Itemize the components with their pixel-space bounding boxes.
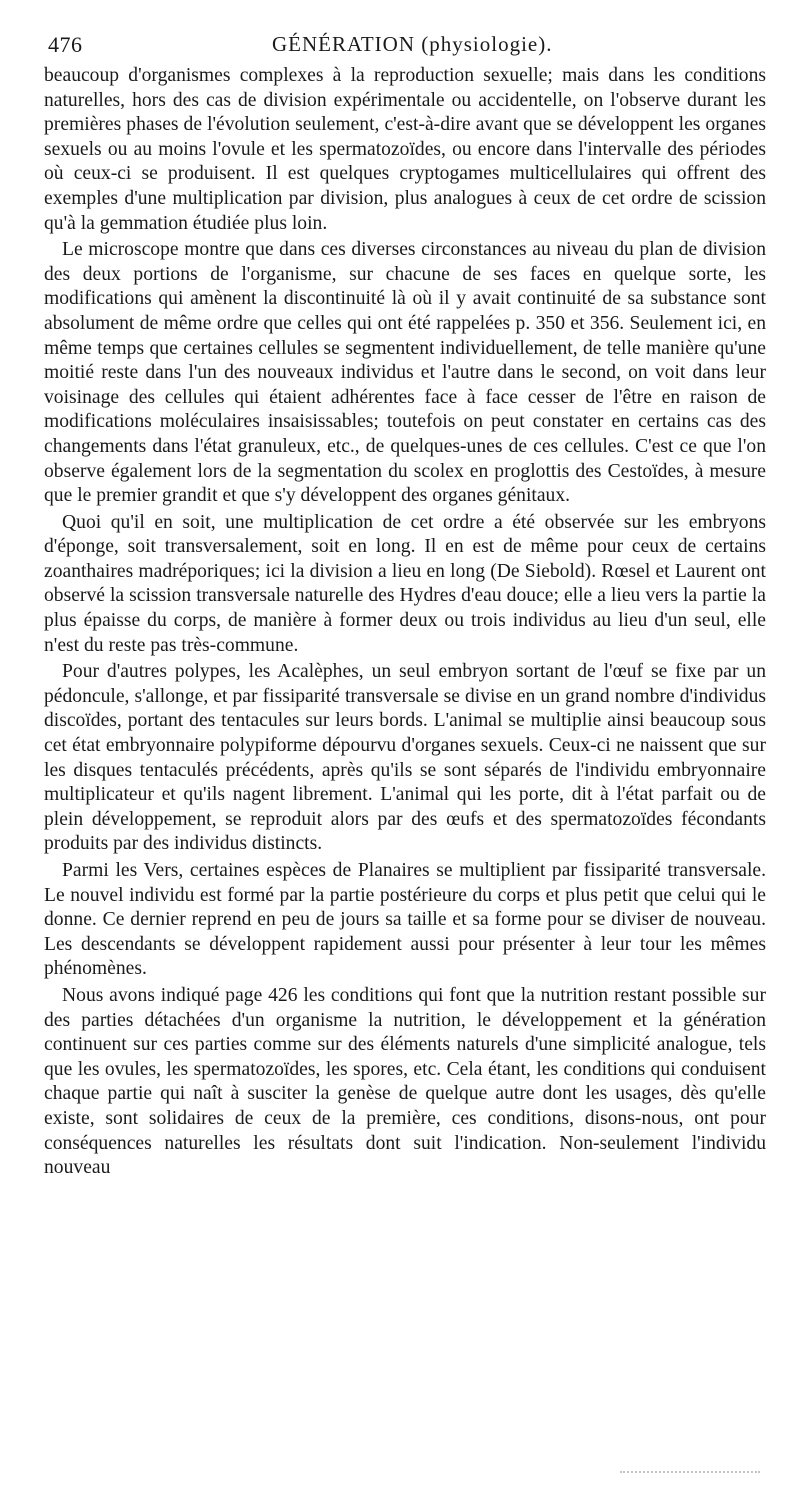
body-text [44, 64, 766, 1181]
scan-artifact-dots [620, 1465, 760, 1473]
book-page [44, 30, 766, 1181]
paragraph-microscope: Le microscope montre que dans ces diverses circonstances au niveau du plan de division des deux portions de l'organisme, sur chacune de ses faces en quelque sorte, les modifications qui amènent la discontinuité là où il y avait continuité de sa substance sont absolument de même ordre que celles qui ont été rappelées p. 350 et 356. Seulement ici, en même temps que certaines cellules se segmentent individuellement, de telle manière qu'une moitié reste dans l'un des nouveaux individus et l'autre dans le second, on voit dans leur voisinage des cellules qui étaient adhérentes face à face cesser de l'être en raison de modifications moléculaires insaisissables; toutefois on peut constater en certains cas des changements dans l'état granuleux, etc., de quelques-unes de ces cellules. C'est ce que l'on observe également lors de la segmentation du scolex en proglottis des Cestoïdes, à mesure que le premier grandit et que s'y développent des organes génitaux. [44, 239, 766, 507]
paragraph-nutrition: Nous avons indiqué page 426 les conditions qui font que la nutrition restant possible sur des parties détachées d'un organisme la nutrition, le développement et la génération continuent sur ces parties comme sur des éléments naturels d'une simplicité analogue, tels que les ovules, les spermatozoïdes, les spores, etc. Cela étant, les conditions qui conduisent chaque partie qui naît à susciter la genèse de quelque autre dont les usages, dès qu'elle existe, sont solidaires de ceux de la première, ces conditions, disons-nous, ont pour conséquences naturelles les résultats dont suit l'indication. Non-seulement l'individu nouveau [44, 984, 766, 1179]
page-number: 476 [48, 32, 83, 57]
paragraph-planaires: Parmi les Vers, certaines espèces de Planaires se multiplient par fissiparité transversale. Le nouvel individu est formé par la partie postérieure du corps et plus petit que celui qui le donne. Ce dernier reprend en peu de jours sa taille et sa forme pour se diviser de nouveau. Les descendants se développent rapidement aussi pour présenter à leur tour les mêmes phénomènes. [44, 860, 766, 980]
running-head [44, 30, 766, 64]
paragraph-continued: beaucoup d'organismes complexes à la reproduction sexuelle; mais dans les conditions naturelles, hors des cas de division expérimentale ou accidentelle, on l'observe durant les premières phases de l'évolution seulement, c'est-à-dire avant que se développent les organes sexuels ou au moins l'ovule et les spermatozoïdes, ou encore dans l'intervalle des périodes où ceux-ci se produisent. Il est quelques cryptogames multicellulaires qui offrent des exemples d'une multiplication par division, plus analogues à ceux de cet ordre de scission qu'à la gemmation étudiée plus loin. [44, 65, 766, 234]
running-title: GÉNÉRATION (physiologie). [272, 32, 553, 56]
paragraph-acalephes: Pour d'autres polypes, les Acalèphes, un seul embryon sortant de l'œuf se fixe par un pédoncule, s'allonge, et par fissiparité transversale se divise en un grand nombre d'individus discoïdes, portant des tentacules sur leurs bords. L'animal se multiplie ainsi beaucoup sous cet état embryonnaire polypiforme dépourvu d'organes sexuels. Ceux-ci ne naissent que sur les disques tentaculés précédents, après qu'ils se sont séparés de l'individu embryonnaire multiplicateur et qu'ils nagent librement. L'animal qui les porte, dit à l'état parfait ou de plein développement, se reproduit alors par des œufs et des spermatozoïdes fécondants produits par des individus distincts. [44, 661, 766, 855]
paragraph-eponge: Quoi qu'il en soit, une multiplication de cet ordre a été observée sur les embryons d'éponge, soit transversalement, soit en long. Il en est de même pour ceux de certains zoanthaires madréporiques; ici la division a lieu en long (De Siebold). Rœsel et Laurent ont observé la scission transversale naturelle des Hydres d'eau douce; elle a lieu vers la partie la plus épaisse du corps, de manière à former deux ou trois individus au lieu d'un seul, elle n'est du reste pas très-commune. [44, 511, 766, 656]
